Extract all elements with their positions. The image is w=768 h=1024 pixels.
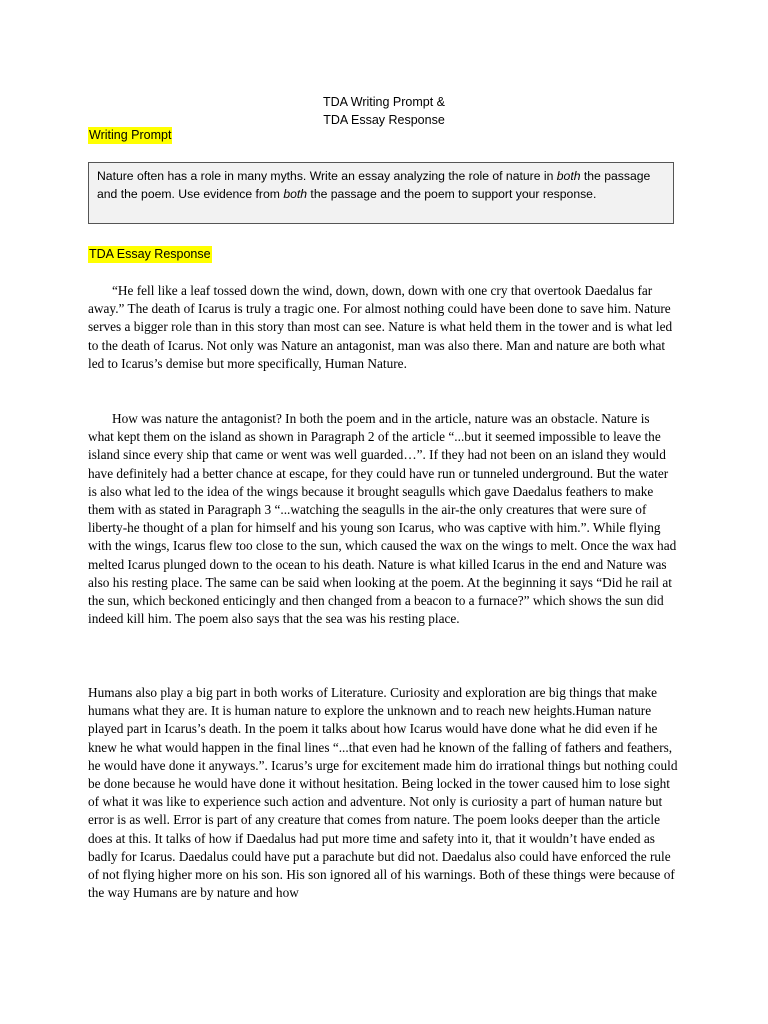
prompt-text-c: the passage and the poem to support your response. — [307, 186, 597, 201]
essay-paragraph-2: How was nature the antagonist? In both the poem and in the article, nature was an obstacle. Nature is what kept them on the island as shown in Paragraph 2 of the article “...but it seemed impossible to leave the island since every ship that came or went was well guarded…”. If they had not been on an island they would have definitely had a better chance at escape, for they could have run or tunneled underground. But the water is also what led to the idea of the wings because it brought seagulls which gave Daedalus feathers to make them with as stated in Paragraph 3 “...watching the seagulls in the air-the only creatures that were sure of liberty-he thought of a plan for himself and his young son Icarus, who was captive with him.”. While flying with the wings, Icarus flew too close to the sun, which caused the wax on the wings to melt. Once the wax had melted Icarus plunged down to the ocean to his death. Nature is what killed Icarus in the end and Nature was also his resting place. The same can be said when looking at the poem. At the beginning it says “Did he rail at the sun, which beckoned enticingly and then changed from a beacon to a furnace?” which shows the sun did indeed kill him. The poem also says that the sea was his resting place. — [88, 411, 677, 627]
title-line-1: TDA Writing Prompt & — [322, 95, 446, 109]
essay-paragraph-3: Humans also play a big part in both works of Literature. Curiosity and exploration are big things that make humans what they are. It is human nature to explore the unknown and to reach new heights.Human nature played part in Icarus’s death. In the poem it talks about how Icarus would have done what he did even if he knew he what would happen in the final lines “...that even had he known of the falling of fathers and feathers, he would have done it anyways.”. Icarus’s urge for excitement made him do irrational things but nothing could be done because he would have done it without hesitation. Being locked in the tower caused him to lose sight of what it was like to experience such action and adventure. Not only is curiosity a part of human nature but error is as well. Error is part of any creature that comes from nature. The poem looks deeper than the article does at this. It talks of how if Daedalus had put more time and safety into it, that it wouldn’t have ended as badly for Icarus. Daedalus could have put a parachute but did not. Daedalus also could have enforced the rule of not flying higher more on his son. His son ignored all of his warnings. Both of these things were because of the way Humans are by nature and how — [88, 685, 678, 901]
essay-paragraph-1: “He fell like a leaf tossed down the wind, down, down, down with one cry that overtook Daedalus far away.” The death of Icarus is truly a tragic one. For almost nothing could have been done to save him. Nature serves a bigger role than in this story than most can see. Nature is what held them in the tower and is what led to the death of Icarus. Not only was Nature an antagonist, man was also there. Man and nature are both what led to Icarus’s demise but more specifically, Human Nature. — [88, 283, 673, 371]
document-title — [0, 93, 768, 129]
prompt-text-b: the passage and the poem. Use evidence from — [97, 169, 651, 201]
writing-prompt-box — [88, 162, 674, 224]
title-line-2: TDA Essay Response — [323, 113, 445, 127]
prompt-emphasis-b: both — [283, 186, 308, 201]
writing-prompt-heading: Writing Prompt — [89, 128, 172, 142]
prompt-text-a: Nature often has a role in many myths. Write an essay analyzing the role of nature in — [97, 169, 557, 183]
essay-response-heading: TDA Essay Response — [89, 247, 211, 261]
prompt-emphasis-a: both — [556, 169, 581, 183]
